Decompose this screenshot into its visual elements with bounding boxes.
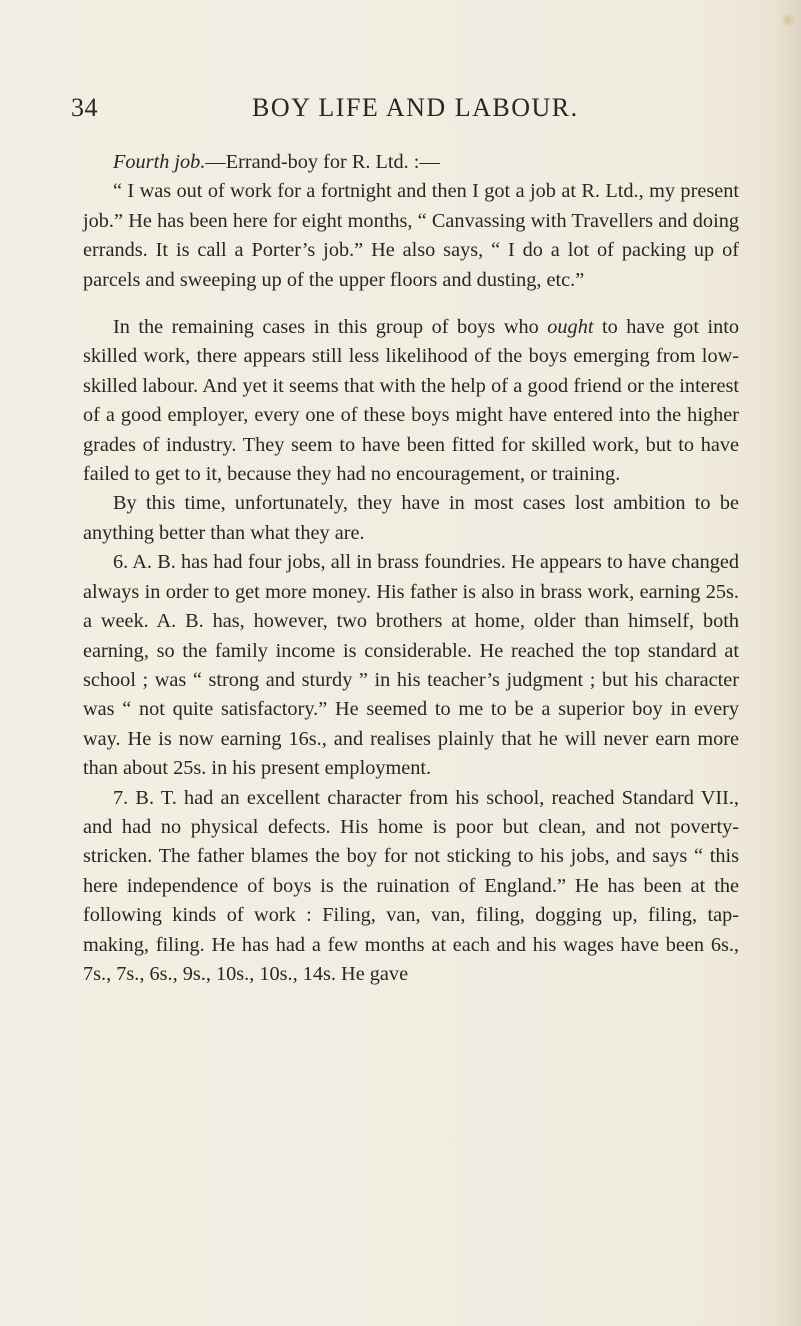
page-edge-shadow bbox=[771, 0, 801, 1326]
fourth-job-text: —Errand-boy for R. Ltd. :— bbox=[205, 151, 440, 173]
running-head: BOY LIFE AND LABOUR. bbox=[252, 93, 579, 122]
fourth-job-label: Fourth job. bbox=[113, 151, 206, 173]
paragraph-ambition: By this time, unfortunately, they have in most cases lost ambition to be anything better than what they are. bbox=[83, 492, 739, 544]
remaining-cases-before: In the remaining cases in this group of boys who bbox=[113, 316, 548, 339]
remaining-cases-after: to have got into skilled work, there appears still less likelihood of the boys emerging from low-skilled labour. And yet it seems that with the help of a good friend or the interest of a good employer, every one of these boys might have entered into the higher grades of industry. They seem to have been fitted for skilled work, but to have failed to get to it, because they had no encouragement, or training. bbox=[83, 316, 740, 486]
paragraph-quote: “ I was out of work for a fortnight and then I got a job at R. Ltd., my present job.” He has been here for eight months, “ Canvassing with Travellers and doing errands. It is call a Porter’s job.” He also says, “ I do a lot of packing up of parcels and sweeping up of the upper floors and dusting, etc.” bbox=[83, 180, 739, 291]
paragraph-case-6: 6. A. B. has had four jobs, all in brass foundries. He appears to have changed always in order to get more money. His father is also in brass work, earning 25s. a week. A. B. has, however, two brothers at home, older than himself, both earning, so the family income is considerable. He reached the top standard at school ; was “ strong and sturdy ” in his teacher’s judgment ; but his character was “ not quite satisfactory.” He seemed to me to be a superior boy in every way. He is now earning 16s., and realises plainly that he will never earn more than about 25s. in his present employment. bbox=[83, 551, 739, 780]
paragraph-fourth-job bbox=[83, 148, 739, 177]
page-number: 34 bbox=[71, 93, 98, 122]
remaining-cases-italic: ought bbox=[547, 316, 594, 339]
paper-stain bbox=[781, 12, 795, 28]
paragraph-remaining-cases bbox=[83, 313, 739, 489]
body-text bbox=[83, 148, 739, 989]
paragraph-case-7: 7. B. T. had an excellent character from his school, reached Standard VII., and had no physical defects. His home is poor but clean, and not poverty-stricken. The father blames the boy for not sticking to his jobs, and says “ this here independence of boys is the ruination of England.” He has been at the following kinds of work : Filing, van, van, filing, dogging up, filing, tap-making, filing. He has had a few months at each and his wages have been 6s., 7s., 7s., 6s., 9s., 10s., 10s., 14s. He gave bbox=[83, 786, 739, 985]
page-header bbox=[0, 93, 801, 133]
